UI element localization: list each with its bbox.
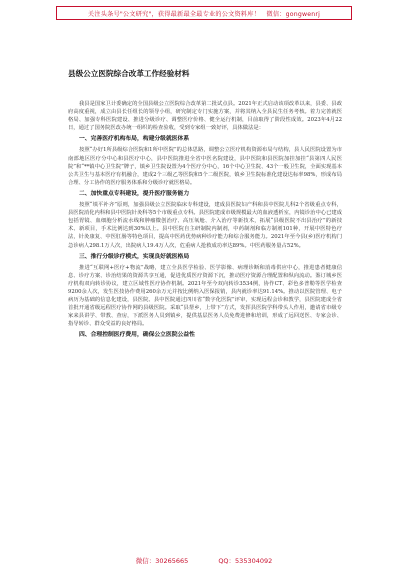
section-heading: 三、推行分级诊疗模式，实现良好就医格局 — [79, 253, 190, 260]
section-paragraph: 按照“填平补齐”原则，加强县级公立医院临床专科建设，建成县医院妇产科和县中医院儿科2个省级重点专科，县医院消化内科和县中医院针灸科等5个市级重点专科。县医院建成市级规模最大的血液透析室，内镜诊治中心已建成包括胃镜、血细胞分析流水线和肿瘤微创治疗、高压氧舱、介入治疗等新技术，拓展“县级医院不出县治疗”的新技术、新项目，手术比例达到30%以上。县中医院自主研制院内制剂，中药制剂和临方制剂101种，开展中医特色疗法，针灸康复、中医肛肠等特色项目，提高中医药优势病种诊疗能力和综合服务能力。2021年至今县(乡)医疗机构门急诊病人298.1万人次，出院病人19.4万人次，危重病人抢救成功率达89%。中医药服务量占52%。 — [68, 202, 342, 249]
document-title: 县级公立医院综合改革工作经验材料 — [68, 69, 190, 78]
section-heading: 四、合理控制医疗费用，确保公立医院公益性 — [79, 332, 195, 339]
section-2 — [68, 190, 342, 250]
header-banner: 关注头条号"公文研究"，获得最新最全最专业的公文资料库！ 微信：gongwenrj — [56, 6, 352, 20]
section-paragraph: 推进“互联网+医疗+物流”战略，建立全县医学检验、医学影像、病理诊断和消毒供应中心，推进患者健康信息、诊疗方案、诊治结果的资源共享互通，促进优质医疗资源下沉，推动医疗资源合理配置和纵向流动。鉴订城乡医疗机构双向转诊协议，建立区域性医疗协作机制。2021年至今双向转诊3534例，协作CT、彩色多普勒等医学检查9200余人次，发生医技协作费用260余万元并按比例纳入医保报销，县内就诊率达91.14%。推动以医院管理、电子病历为基础的信息化建设，县医院、县中医院通过四川省“数字化医院”评审，实现远程会诊和教学，县医院建成全省首批开通省级远程医疗协作网的县级医院。采取“县帮乡，上带下”方式，发挥县医院学科带头人作用，邀请省市级专家来县讲学、带教、查房，下派医务人员到镇乡，提供基层医务人员免费进修和培训，形成了远回送医、专家会诊、指导转诊、群众受益的良好格局。 — [68, 264, 342, 328]
document-body — [68, 100, 342, 343]
footer-qq: QQ：535304092 — [218, 556, 273, 565]
section-3 — [68, 253, 342, 329]
intro-paragraph: 我县是国家卫计委确定的全国县级公立医院综合改革第二批试点县。2021年正式启动该项改革以来，县委、县政府高度重视，成立由县长任组长的领导小组，研究制定专门实施方案，并将其纳入全县民生任务考核。着力完善就医格局、加强专科医院建设、推进分级诊疗、调整医疗价格、健全运行机制，目前取得了阶段性成效。2023年4月22日，通过了国务院医改办统一组织的检查验收，受到专家组一致好评，具体做法是： — [68, 101, 342, 132]
section-heading: 二、加快重点专科建设，提升医疗服务能力 — [79, 190, 190, 197]
footer-wechat: 微信：30265665 — [135, 556, 189, 565]
section-4 — [68, 331, 342, 339]
page-footer — [0, 552, 408, 568]
section-heading: 一、完善医疗机构布局，构建分级就医体系 — [79, 136, 190, 143]
section-paragraph: 按照“办好1所县级综合医院和1所中医院”的总体思路，调整公立医疗机构资源布局与结构，县人民医院设置为市南部地区医疗分中心和县医疗中心，县中医院推进全省中医名院建设，县中医院和县医院加挂加挂“县第四人民医院”和“**镇中心卫生院”牌子，镇乡卫生院设置为4个医疗分中心，16个中心卫生院、43个一般卫生院，全面实现基本公共卫生与基本医疗有机融合，建成2个三级乙等医院和5个二级医院，镇乡卫生院标准化建设达标率98%，形成布局合理、分工协作的医疗服务体系和分级诊疗就医格局。 — [68, 147, 342, 186]
section-1 — [68, 135, 342, 187]
